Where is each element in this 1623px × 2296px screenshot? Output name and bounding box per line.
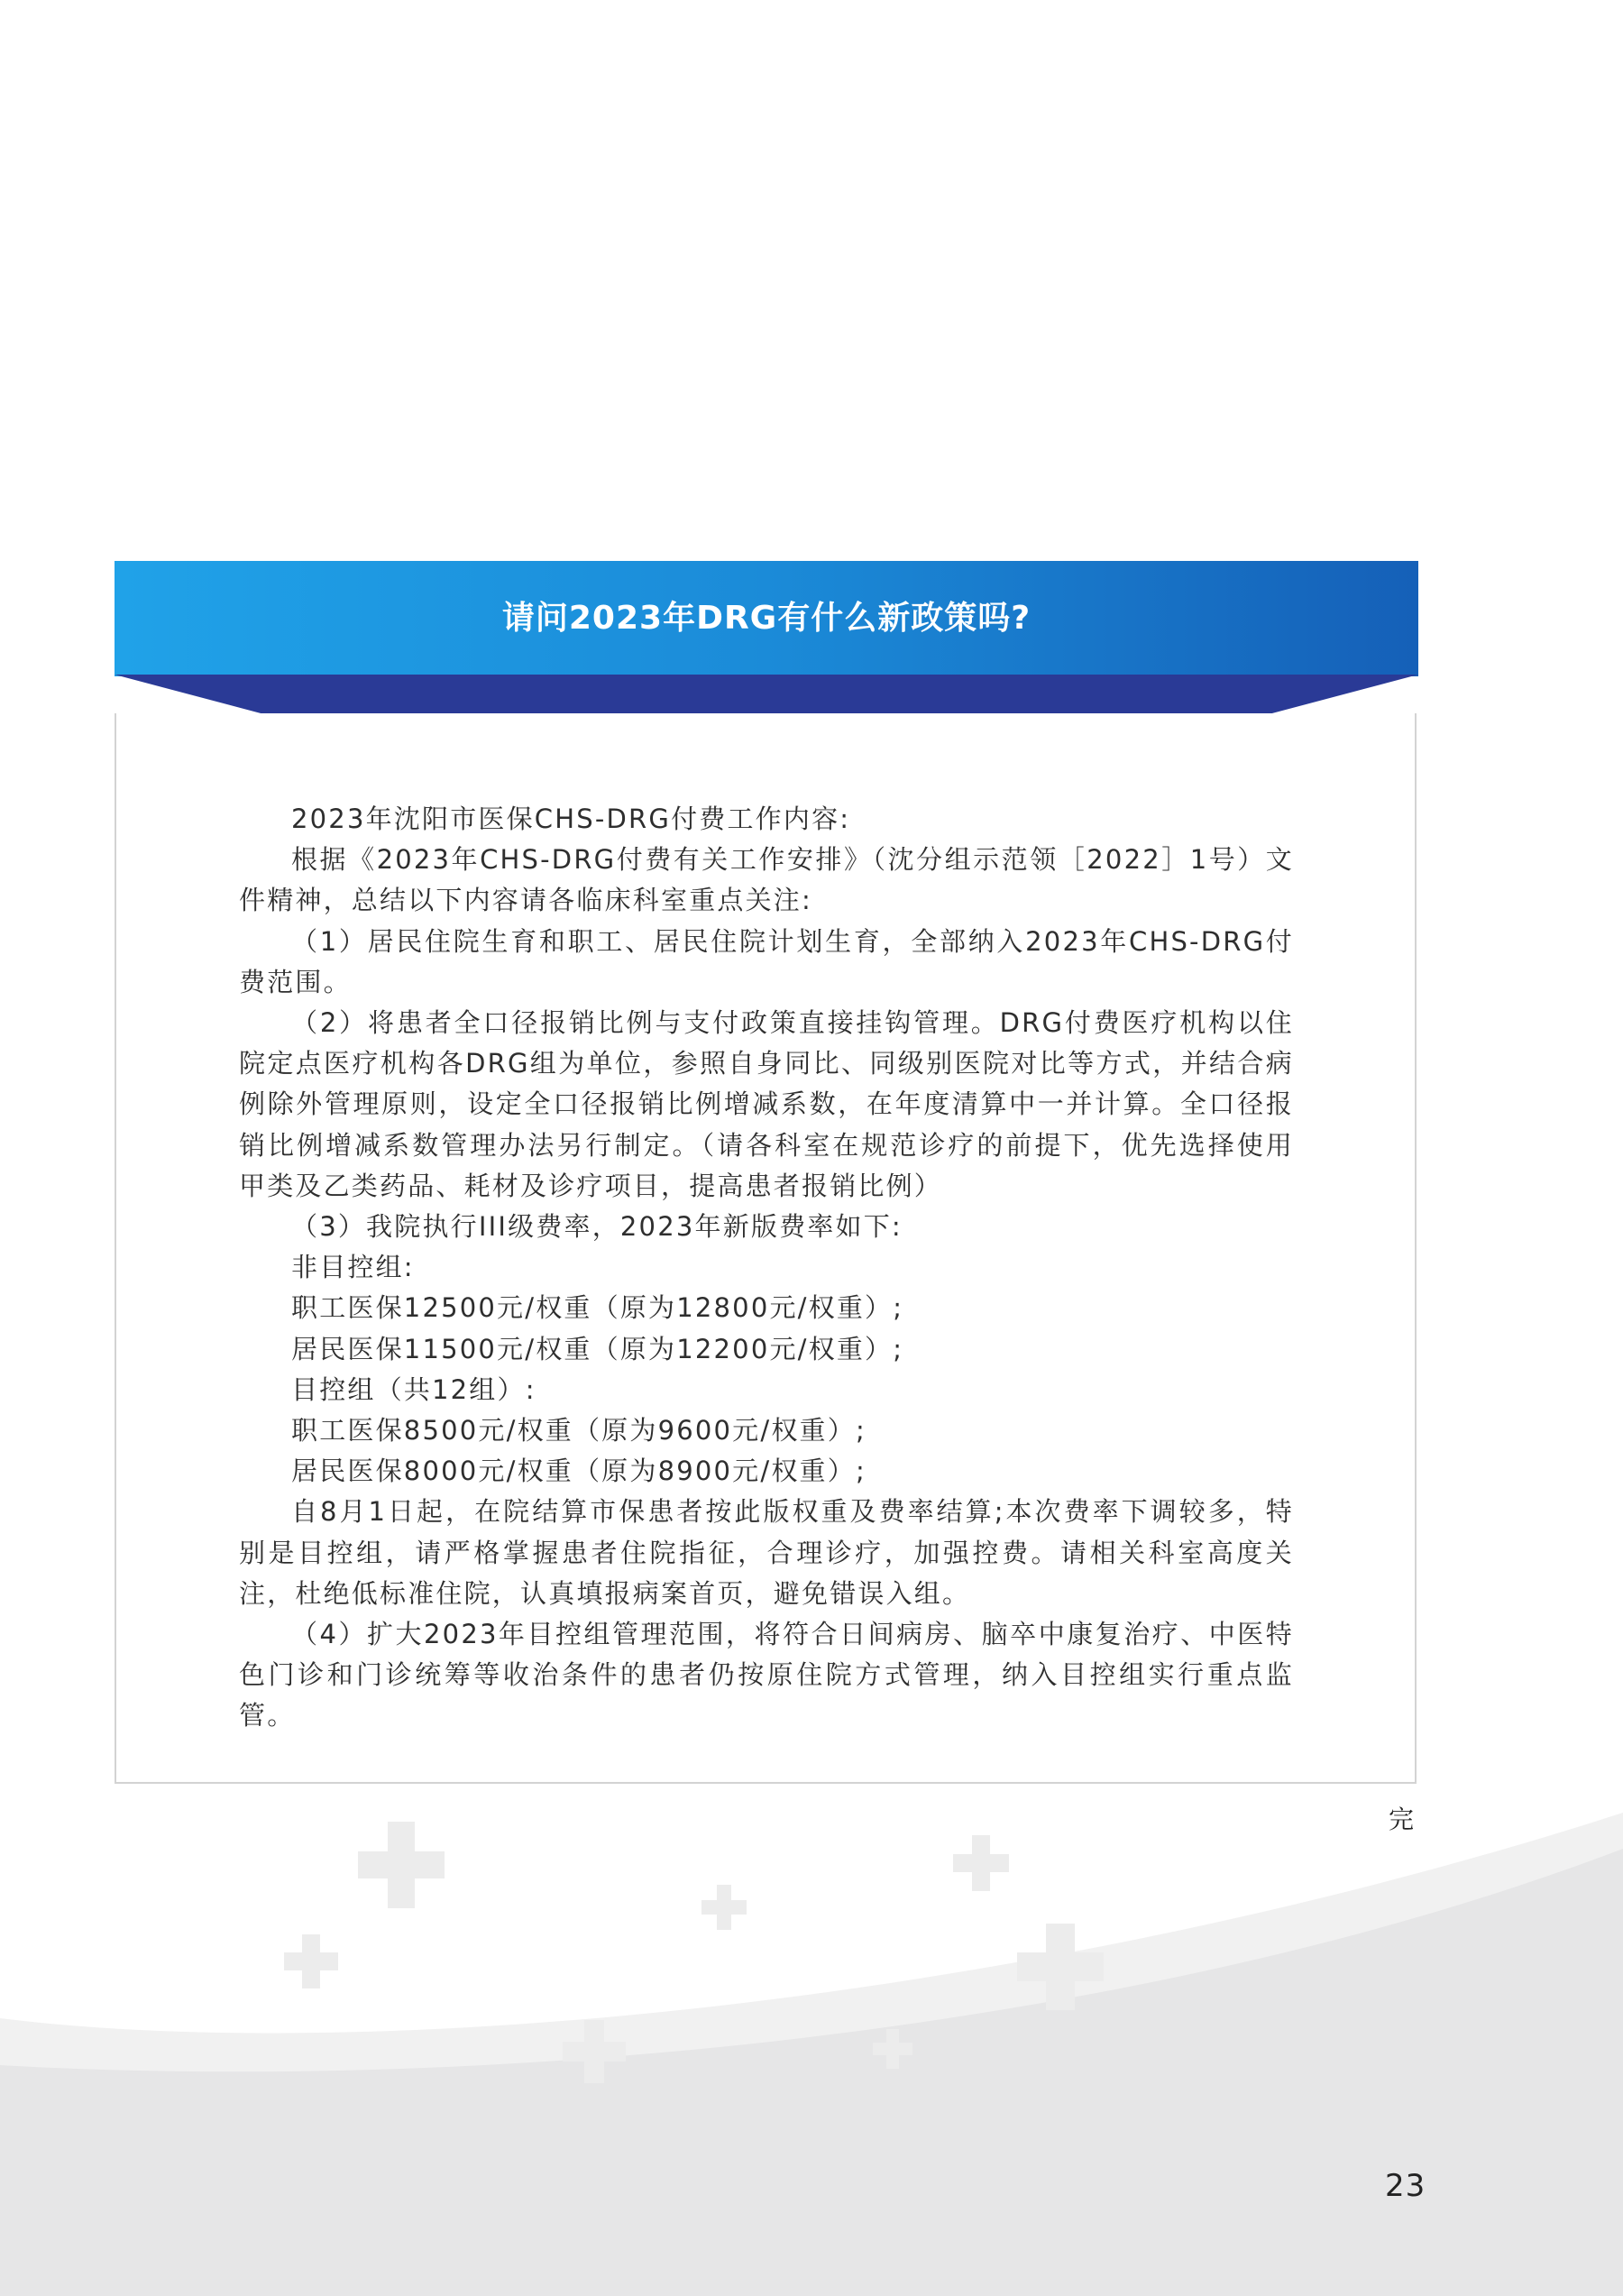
answer-paragraph: （3）我院执行III级费率，2023年新版费率如下: <box>291 1211 903 1243</box>
answer-text <box>239 799 1294 1737</box>
background-wave <box>0 1795 1623 2296</box>
question-title: 请问2023年DRG有什么新政策吗? <box>501 600 1032 637</box>
answer-paragraph: 2023年沈阳市医保CHS-DRG付费工作内容: <box>291 804 851 834</box>
cross-icon <box>701 1885 747 1930</box>
page-number: 23 <box>1385 2168 1426 2204</box>
answer-paragraph: 非目控组: <box>291 1252 415 1283</box>
cross-icon <box>358 1822 445 1908</box>
answer-paragraph: （2）将患者全口径报销比例与支付政策直接挂钩管理。DRG付费医疗机构以住院定点医疗机构各DRG组为单位，参照自身同比、同级别医院对比等方式，并结合病例除外管理原则，设定全口径报销比例增减系数，在年度清算中一并计算。全口径报销比例增减系数管理办法另行制定。（请各科室在规范诊疗的前提下，优先选择使用甲类及乙类药品、耗材及诊疗项目，提高患者报销比例） <box>239 1007 1294 1201</box>
answer-paragraph: 居民医保8000元/权重（原为8900元/权重）; <box>291 1456 867 1487</box>
answer-paragraph: 职工医保12500元/权重（原为12800元/权重）; <box>291 1292 904 1324</box>
answer-paragraph: （4）扩大2023年目控组管理范围，将符合日间病房、脑卒中康复治疗、中医特色门诊和门诊统筹等收治条件的患者仍按原住院方式管理，纳入目控组实行重点监管。 <box>239 1619 1294 1731</box>
answer-paragraph: 目控组（共12组）: <box>291 1373 536 1405</box>
answer-paragraph: 居民医保11500元/权重（原为12200元/权重）; <box>291 1333 904 1364</box>
end-mark: 完 <box>1389 1805 1415 1834</box>
cross-icon <box>953 1835 1009 1891</box>
answer-paragraph: 职工医保8500元/权重（原为9600元/权重）; <box>291 1415 867 1446</box>
banner-ribbon <box>115 675 1418 714</box>
answer-paragraph: 根据《2023年CHS-DRG付费有关工作安排》（沈分组示范领［2022］1号）文件精神，总结以下内容请各临床科室重点关注: <box>239 844 1294 916</box>
answer-paragraph: （1）居民住院生育和职工、居民住院计划生育，全部纳入2023年CHS-DRG付费范围。 <box>239 925 1294 997</box>
answer-paragraph: 自8月1日起，在院结算市保患者按此版权重及费率结算;本次费率下调较多，特别是目控组，请严格掌握患者住院指征，合理诊疗，加强控费。请相关科室高度关注，杜绝低标准住院，认真填报病案首页，避免错误入组。 <box>239 1496 1294 1609</box>
cross-icon <box>284 1934 338 1988</box>
